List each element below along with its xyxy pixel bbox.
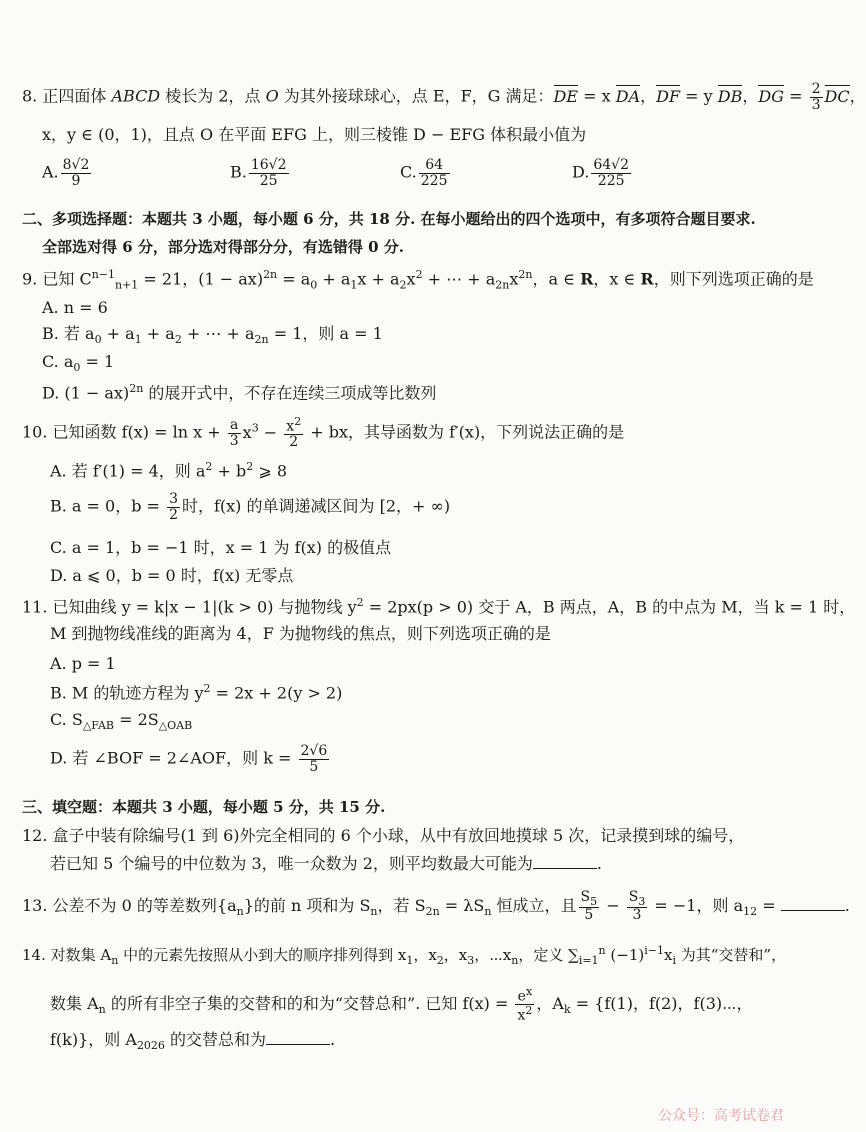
q8-text: = y bbox=[680, 86, 718, 106]
vector-dc: DC bbox=[824, 86, 850, 106]
q10-option-d: D. a ⩽ 0，b = 0 时，f(x) 无零点 bbox=[50, 566, 294, 585]
question-8-stem bbox=[22, 82, 866, 112]
watermark: 公众号：高考试卷君 bbox=[658, 1108, 784, 1124]
question-11-stem: 11. 已知曲线 y = k|x − 1|(k > 0) 与抛物线 $y^2 = 2px(p > 0)$ 交于 A，B 两点，A，B 的中点为 M，当 k = 1 时， bbox=[22, 596, 856, 617]
vector-da: DA bbox=[615, 86, 641, 106]
question-8-stem-line2: x，y ∈ (0，1)，且点 O 在平面 EFG 上，则三棱锥 D − EFG 体积最小值为 bbox=[42, 125, 587, 144]
question-13-stem: 13. 公差不为 0 的等差数列$\{a_n\}$的前 n 项和为 $S_n$，若 $S_{2n} = \lambda S_n$ 恒成立，且 $\frac{S_5}{5}$ − $\frac{S_3}{3}$ = −1，则 $a_{12}$ = . bbox=[22, 889, 850, 924]
section-2-note: 全部选对得 6 分，部分选对得部分分，有选错得 0 分. bbox=[42, 238, 404, 256]
vector-de: DE bbox=[553, 86, 579, 106]
question-14-stem-line2: 数集 $A_n$ 的所有非空子集的交替和的和为“交替总和”. 已知 f(x) = $\frac{e^x}{x^2}$ ，$A_k = \{f(1)$，f(2)，f(3)⋯， bbox=[50, 985, 753, 1024]
q11-option-d: D. 若 ∠BOF = 2∠AOF，则 k = $\frac{2√6}{5}$ bbox=[50, 743, 328, 775]
q8-text: O bbox=[265, 86, 279, 106]
q11-option-b: B. M 的轨迹方程为 $y^2 = 2x + 2(y > 2)$ bbox=[50, 682, 343, 703]
section-2-heading: 二、多项选择题：本题共 3 小题，每小题 6 分，共 18 分. 在每小题给出的四个选项中，有多项符合题目要求. bbox=[22, 210, 756, 228]
q9-option-c: C. $a_0 = 1$ bbox=[42, 352, 115, 375]
question-9-stem: 9. 已知 $C^{n-1}_{n+1} = 21$，$(1 - ax)^{2n} = a_0 + a_1x + a_2x^2$ + ⋯ + $a_{2n}x^{2n}$，a ∈ R，x ∈ R，则下列选项正确的是 bbox=[22, 268, 814, 292]
vector-db: DB bbox=[717, 86, 743, 106]
q8-text: 8. 正四面体 bbox=[22, 86, 112, 106]
fraction: $\frac{2}{3}$ bbox=[811, 81, 821, 113]
q10-option-b: B. a = 0，b = $\frac{3}{2}$ 时，f(x) 的单调递减区间为 [2，+ ∞) bbox=[50, 491, 451, 523]
question-12-stem: 12. 盒子中装有除编号(1 到 6)外完全相同的 6 个小球，从中有放回地摸球 5 次，记录摸到球的编号， bbox=[22, 826, 745, 845]
option-d: D. $\frac{64√2}{225}$ bbox=[572, 157, 629, 189]
section-3-heading: 三、填空题：本题共 3 小题，每小题 5 分，共 15 分. bbox=[22, 798, 386, 816]
question-12-stem-line2: 若已知 5 个编号的中位数为 3，唯一众数为 2，则平均数最大可能为 . bbox=[50, 854, 602, 873]
option-c: C. $\frac{64}{225}$ bbox=[400, 157, 448, 189]
vector-df: DF bbox=[656, 86, 681, 106]
question-14-stem: 14. 对数集 $A_n$ 中的元素先按照从小到大的顺序排列得到 $x_1$，$x_2$，$x_3$，$\cdots x_n$，定义 $\sum_{i=1}^n$ $(-1)^{i-1}x_i$ 为其“交替和”， bbox=[22, 944, 787, 967]
q10-option-a: A. 若 f′(1) = 4，则 $a^2 + b^2$ ⩾ 8 bbox=[50, 460, 288, 481]
q8-text: ， bbox=[849, 86, 866, 106]
q9-option-b: B. 若 $a_0 + a_1 + a_2$ + ⋯ + $a_{2n} = 1$，则 a = 1 bbox=[42, 324, 383, 347]
q8-text: 为其外接球球心，点 E，F，G 满足： bbox=[278, 86, 554, 106]
q9-option-d: D. (1 − ax)$^{2n}$ 的展开式中，不存在连续三项成等比数列 bbox=[42, 382, 437, 403]
question-14-stem-line3: f(k)}，则 $A_{2026}$ 的交替总和为 . bbox=[50, 1030, 336, 1053]
q8-text: = x bbox=[578, 86, 616, 106]
q11-option-c: C. $S_{\triangle FAB} = 2S_{\triangle OAB}$ bbox=[50, 710, 193, 733]
q11-option-a: A. p = 1 bbox=[50, 654, 116, 673]
question-10-stem: 10. 已知函数 f(x) = ln x + $\frac{a}{3}$ $x^3$ − $\frac{x^2}{2}$ + bx，其导函数为 f′(x)，下列说法正确的是 bbox=[22, 415, 625, 451]
q8-text: 棱长为 2，点 bbox=[160, 86, 266, 106]
q8-text: ABCD bbox=[111, 86, 161, 106]
q9-option-a: A. n = 6 bbox=[42, 298, 108, 317]
answer-blank[interactable] bbox=[266, 1030, 330, 1045]
option-b: B. $\frac{16√2}{25}$ bbox=[230, 157, 287, 189]
q8-text: ， bbox=[640, 86, 657, 106]
q8-text: ， bbox=[742, 86, 759, 106]
vector-dg: DG bbox=[758, 86, 785, 106]
option-a: A. $\frac{8√2}{9}$ bbox=[42, 157, 90, 189]
answer-blank[interactable] bbox=[533, 854, 597, 869]
q10-option-c: C. a = 1，b = −1 时，x = 1 为 f(x) 的极值点 bbox=[50, 538, 392, 557]
answer-blank[interactable] bbox=[781, 896, 845, 911]
question-11-stem-line2: M 到抛物线准线的距离为 4，F 为抛物线的焦点，则下列选项正确的是 bbox=[50, 624, 551, 643]
q8-text: = bbox=[784, 86, 808, 106]
